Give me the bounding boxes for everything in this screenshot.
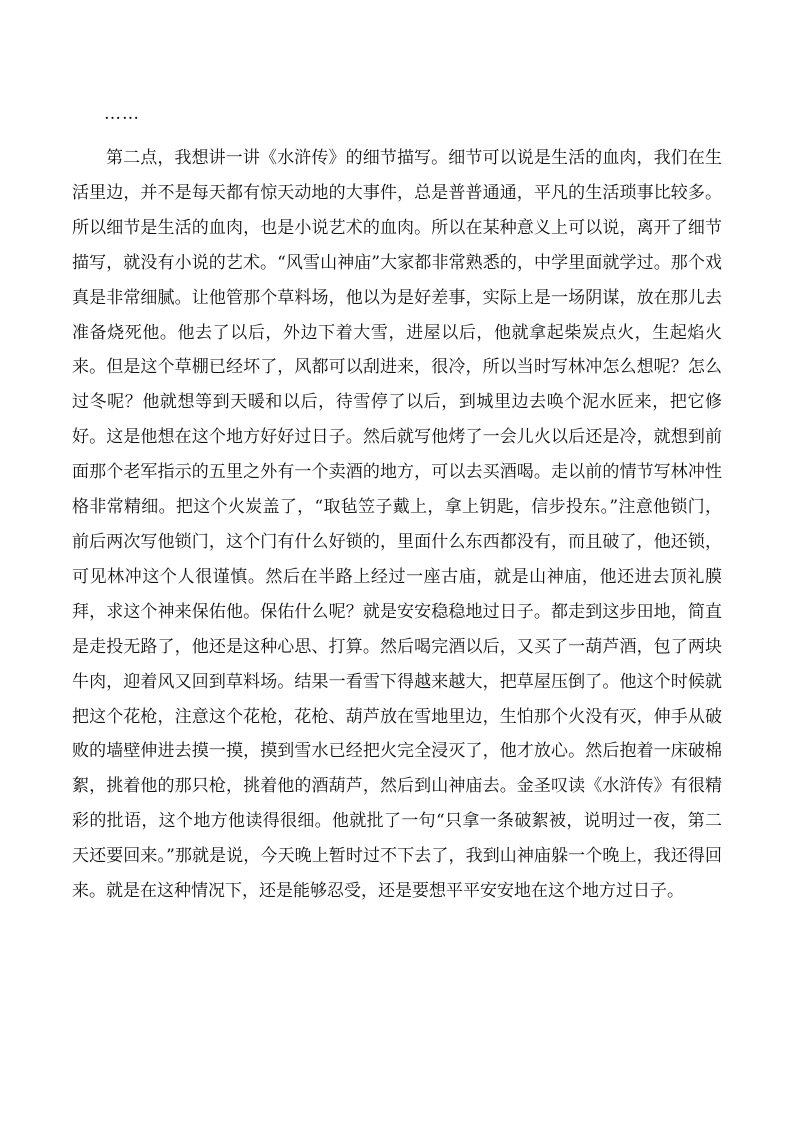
ellipsis-marker: …… — [104, 104, 140, 124]
body-paragraph: 第二点，我想讲一讲《水浒传》的细节描写。细节可以说是生活的血肉，我们在生活里边，并不是每天都有惊天动地的大事件，总是普普通通，平凡的生活琐事比较多。所以细节是生活的血肉，也是小说艺术的血肉。所以在某种意义上可以说，离开了细节描写，就没有小说的艺术。“风雪山神庙”大家都非常熟悉的，中学里面就学过。那个戏真是非常细腻。让他管那个草料场，他以为是好差事，实际上是一场阴谋，放在那儿去准备烧死他。他去了以后，外边下着大雪，进屋以后，他就拿起柴炭点火，生起焰火来。但是这个草棚已经坏了，风都可以刮进来，很冷，所以当时写林冲怎么想呢？怎么过冬呢？他就想等到天暖和以后，待雪停了以后，到城里边去唤个泥水匠来，把它修好。这是他想在这个地方好好过日子。然后就写他烤了一会儿火以后还是冷，就想到前面那个老军指示的五里之外有一个卖酒的地方，可以去买酒喝。走以前的情节写林冲性格非常精细。把这个火炭盖了，“取毡笠子戴上，拿上钥匙，信步投东。”注意他锁门，前后两次写他锁门，这个门有什么好锁的，里面什么东西都没有，而且破了，他还锁，可见林冲这个人很谨慎。然后在半路上经过一座古庙，就是山神庙，他还进去顶礼膜拜，求这个神来保佑他。保佑什么呢？就是安安稳稳地过日子。都走到这步田地，简直是走投无路了，他还是这种心思、打算。然后喝完酒以后，又买了一葫芦酒，包了两块牛肉，迎着风又回到草料场。结果一看雪下得越来越大，把草屋压倒了。他这个时候就把这个花枪，注意这个花枪，花枪、葫芦放在雪地里边，生怕那个火没有灭，伸手从破败的墙壁伸进去摸一摸，摸到雪水已经把火完全浸灭了，他才放心。然后抱着一床破棉絮，挑着他的那只枪，挑着他的酒葫芦，然后到山神庙去。金圣叹读《水浒传》有很精彩的批语，这个地方他读得很细。他就批了一句“只拿一条破絮被，说明过一夜，第二天还要回来。”那就是说，今天晚上暂时过不下去了，我到山神庙躲一个晚上，我还得回来。就是在这种情况下，还是能够忍受，还是要想平平安安地在这个地方过日子。 — [72, 148, 722, 902]
